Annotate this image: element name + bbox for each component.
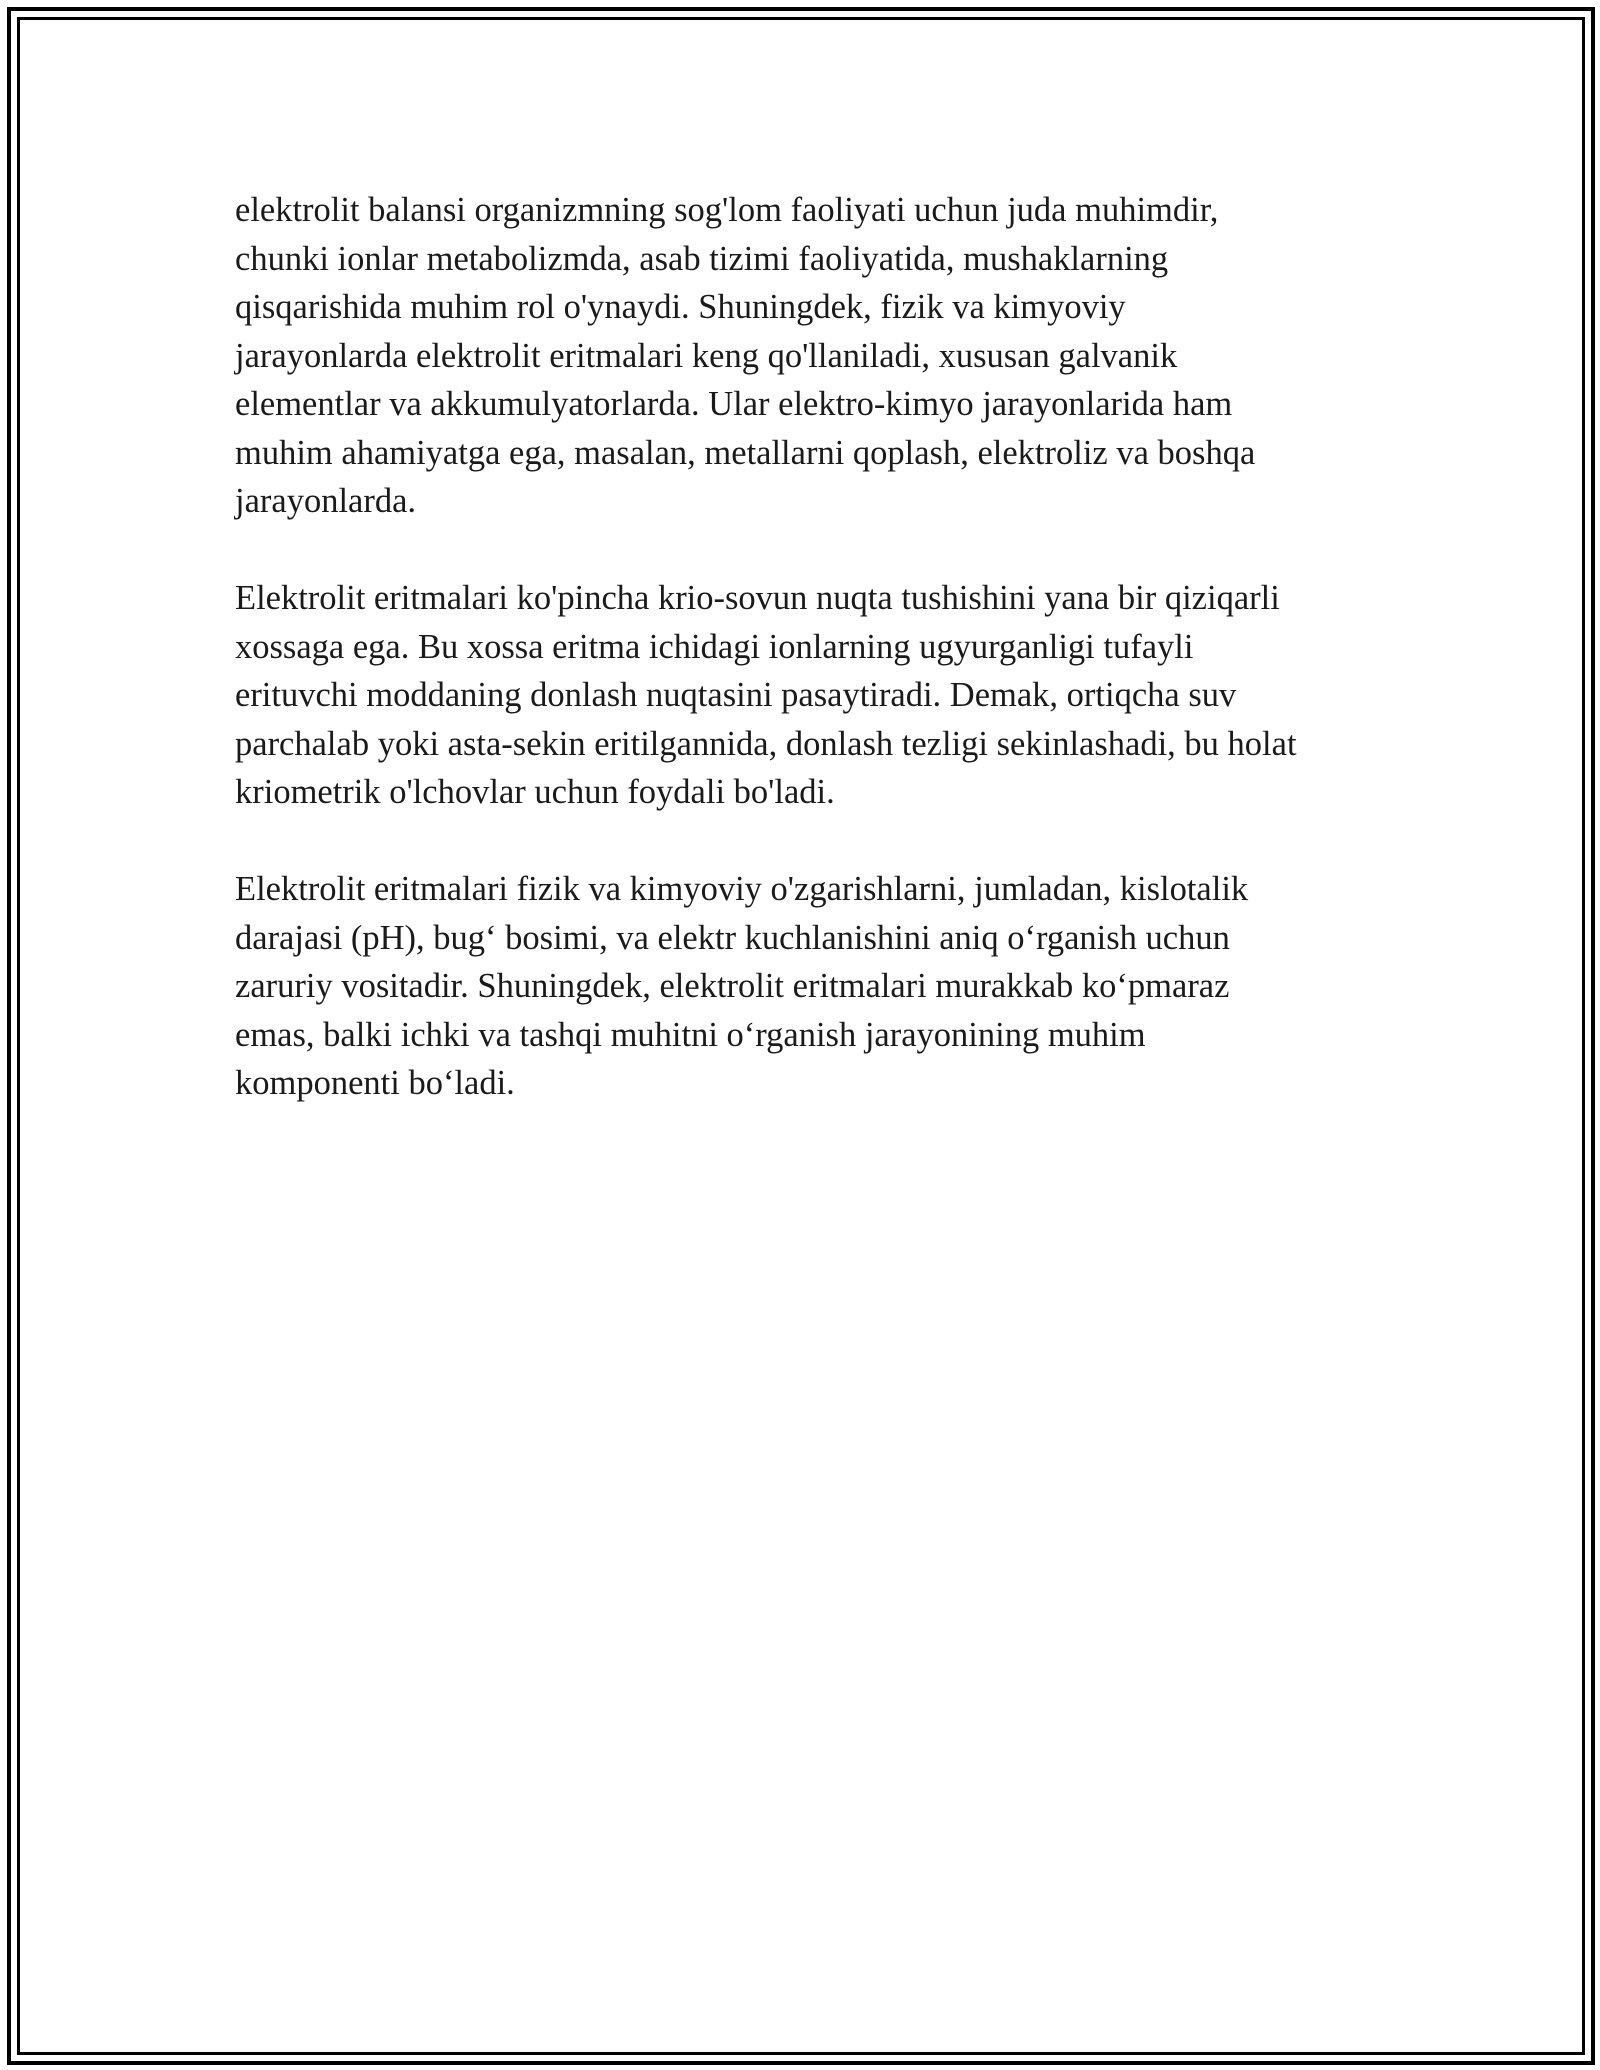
paragraph-3: Elektrolit eritmalari fizik va kimyoviy o'zgarishlarni, jumladan, kislotalik darajasi (pH), bug‘ bosimi, va elektr kuchlanishini aniq o‘rganish uchun zaruriy vositadir. Shuningdek, elektrolit eritmalari murakkab ko‘pmaraz emas, balki ichki va tashqi muhitni o‘rganish jarayonining muhim komponenti bo‘ladi. [235,870,1249,1102]
paragraph-1: elektrolit balansi organizmning sog'lom faoliyati uchun juda muhimdir, chunki ionlar metabolizmda, asab tizimi faoliyatida, mushaklarning qisqarishida muhim rol o'ynaydi. Shuningdek, fizik va kimyoviy jarayonlarda elektrolit eritmalari keng qo'llaniladi, xususan galvanik elementlar va akkumulyatorlarda. Ular elektro-kimyo jarayonlarida ham muhim ahamiyatga ega, masalan, metallarni qoplash, elektroliz va boshqa jarayonlarda. [235,191,1256,520]
paragraph-2: Elektrolit eritmalari ko'pincha krio-sovun nuqta tushishini yana bir qiziqarli xossaga ega. Bu xossa eritma ichidagi ionlarning ugyurganligi tufayli erituvchi moddaning donlash nuqtasini pasaytiradi. Demak, ortiqcha suv parchalab yoki asta-sekin eritilgannida, donlash tezligi sekinlashadi, bu holat kriometrik o'lchovlar uchun foydali bo'ladi. [235,579,1297,811]
document-body [235,186,1405,1156]
